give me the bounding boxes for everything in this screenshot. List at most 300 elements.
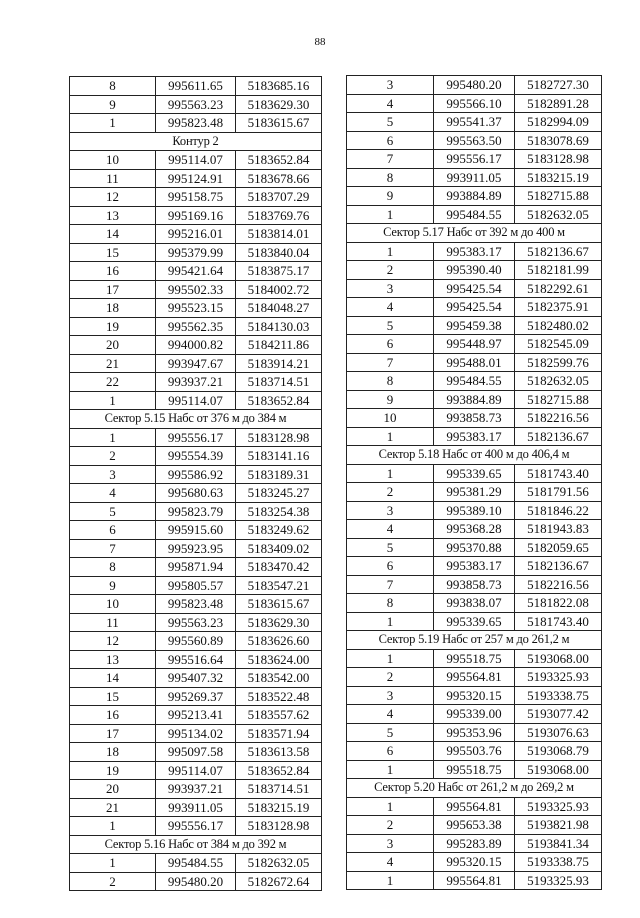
coordinate-x: 995390.40	[434, 261, 515, 280]
table-row	[347, 816, 602, 835]
table-row	[70, 669, 322, 688]
coordinate-x: 995425.54	[434, 279, 515, 298]
coordinate-y: 5183714.51	[236, 780, 322, 799]
coordinate-y: 5182136.67	[515, 557, 602, 576]
table-row	[347, 372, 602, 391]
table-row	[347, 483, 602, 502]
coordinate-x: 995480.20	[434, 76, 515, 95]
coordinate-x: 995823.48	[156, 595, 236, 614]
coordinate-y: 5193325.93	[515, 871, 602, 890]
coordinate-y: 5183522.48	[236, 687, 322, 706]
table-row	[347, 316, 602, 335]
coordinate-x: 995556.17	[434, 150, 515, 169]
coordinate-x: 995518.75	[434, 760, 515, 779]
coordinate-y: 5183245.27	[236, 484, 322, 503]
point-number: 1	[347, 797, 434, 816]
point-number: 6	[347, 335, 434, 354]
coordinate-x: 995563.50	[434, 131, 515, 150]
point-number: 4	[70, 484, 156, 503]
section-header-row	[347, 446, 602, 465]
table-row	[347, 298, 602, 317]
point-number: 1	[347, 427, 434, 446]
coordinate-y: 5183254.38	[236, 502, 322, 521]
table-row	[347, 797, 602, 816]
point-number: 1	[347, 612, 434, 631]
point-number: 2	[70, 872, 156, 891]
coordinate-x: 995389.10	[434, 501, 515, 520]
coordinate-x: 995566.10	[434, 94, 515, 113]
coordinate-x: 993937.21	[156, 373, 236, 392]
table-row	[347, 760, 602, 779]
coordinate-x: 993884.89	[434, 390, 515, 409]
coordinate-y: 5193068.00	[515, 649, 602, 668]
coordinate-x: 995502.33	[156, 280, 236, 299]
point-number: 2	[70, 447, 156, 466]
point-number: 1	[347, 205, 434, 224]
coordinate-x: 995381.29	[434, 483, 515, 502]
coordinate-y: 5183629.30	[236, 613, 322, 632]
coordinate-y: 5183128.98	[236, 428, 322, 447]
coordinate-x: 995425.54	[434, 298, 515, 317]
point-number: 1	[70, 114, 156, 133]
coordinate-y: 5193076.63	[515, 723, 602, 742]
section-header: Контур 2	[70, 132, 322, 151]
table-row	[347, 464, 602, 483]
coordinate-x: 995503.76	[434, 742, 515, 761]
coordinate-x: 995805.57	[156, 576, 236, 595]
coordinate-y: 5193068.79	[515, 742, 602, 761]
table-row	[347, 131, 602, 150]
coordinate-y: 5182545.09	[515, 335, 602, 354]
point-number: 9	[347, 390, 434, 409]
coordinate-x: 995823.79	[156, 502, 236, 521]
coordinate-x: 993858.73	[434, 575, 515, 594]
coordinate-y: 5183613.58	[236, 743, 322, 762]
section-header-row	[70, 132, 322, 151]
table-row	[70, 447, 322, 466]
coordinate-x: 995611.65	[156, 77, 236, 96]
table-row	[70, 188, 322, 207]
point-number: 1	[70, 854, 156, 873]
coordinate-y: 5183571.94	[236, 724, 322, 743]
point-number: 13	[70, 650, 156, 669]
coordinate-x: 995560.89	[156, 632, 236, 651]
point-number: 2	[347, 261, 434, 280]
table-row	[347, 834, 602, 853]
coordinate-x: 993911.05	[434, 168, 515, 187]
coordinate-x: 995407.32	[156, 669, 236, 688]
coordinate-y: 5183141.16	[236, 447, 322, 466]
table-row	[70, 632, 322, 651]
table-row	[347, 205, 602, 224]
coordinate-x: 995562.35	[156, 317, 236, 336]
point-number: 8	[347, 594, 434, 613]
coordinate-y: 5182181.99	[515, 261, 602, 280]
point-number: 1	[347, 649, 434, 668]
table-row	[347, 723, 602, 742]
table-row	[347, 705, 602, 724]
table-row	[70, 465, 322, 484]
coordinate-x: 995541.37	[434, 113, 515, 132]
point-number: 2	[347, 668, 434, 687]
point-number: 6	[347, 557, 434, 576]
table-row	[347, 538, 602, 557]
coordinate-y: 5183215.19	[515, 168, 602, 187]
coordinate-x: 995283.89	[434, 834, 515, 853]
coordinate-x: 995383.17	[434, 557, 515, 576]
point-number: 10	[347, 409, 434, 428]
table-row	[70, 558, 322, 577]
table-row	[347, 686, 602, 705]
point-number: 3	[347, 279, 434, 298]
coordinate-y: 5193325.93	[515, 797, 602, 816]
point-number: 20	[70, 780, 156, 799]
table-row	[70, 354, 322, 373]
coordinate-x: 995448.97	[434, 335, 515, 354]
coordinate-y: 5181943.83	[515, 520, 602, 539]
table-row	[70, 761, 322, 780]
coordinate-y: 5182059.65	[515, 538, 602, 557]
coordinate-y: 5183652.84	[236, 391, 322, 410]
table-row	[70, 817, 322, 836]
table-row	[347, 853, 602, 872]
point-number: 1	[70, 817, 156, 836]
point-number: 14	[70, 225, 156, 244]
point-number: 21	[70, 798, 156, 817]
coordinate-x: 995586.92	[156, 465, 236, 484]
coordinate-y: 5184048.27	[236, 299, 322, 318]
table-row	[347, 261, 602, 280]
coordinate-y: 5183128.98	[236, 817, 322, 836]
coordinate-y: 5183470.42	[236, 558, 322, 577]
coordinate-x: 995368.28	[434, 520, 515, 539]
coordinate-x: 993884.89	[434, 187, 515, 206]
point-number: 10	[70, 595, 156, 614]
table-row	[347, 871, 602, 890]
section-header: Сектор 5.17 Набс от 392 м до 400 м	[347, 224, 602, 243]
point-number: 6	[347, 742, 434, 761]
coordinate-x: 995134.02	[156, 724, 236, 743]
coordinate-x: 995556.17	[156, 817, 236, 836]
section-header: Сектор 5.19 Набс от 257 м до 261,2 м	[347, 631, 602, 650]
table-row	[70, 780, 322, 799]
coordinate-y: 5182994.09	[515, 113, 602, 132]
table-row	[347, 409, 602, 428]
coordinate-y: 5183914.21	[236, 354, 322, 373]
coordinate-y: 5184130.03	[236, 317, 322, 336]
table-row	[70, 317, 322, 336]
point-number: 5	[347, 538, 434, 557]
coordinate-y: 5182136.67	[515, 427, 602, 446]
table-row	[70, 151, 322, 170]
point-number: 5	[347, 723, 434, 742]
coordinate-x: 995823.48	[156, 114, 236, 133]
table-row	[70, 706, 322, 725]
table-row	[70, 95, 322, 114]
coordinate-y: 5183652.84	[236, 151, 322, 170]
coordinate-y: 5182599.76	[515, 353, 602, 372]
point-number: 18	[70, 743, 156, 762]
coordinate-x: 995480.20	[156, 872, 236, 891]
point-number: 1	[347, 242, 434, 261]
table-row	[347, 612, 602, 631]
coordinate-y: 5183714.51	[236, 373, 322, 392]
table-row	[347, 353, 602, 372]
point-number: 4	[347, 853, 434, 872]
point-number: 12	[70, 632, 156, 651]
coordinate-x: 995915.60	[156, 521, 236, 540]
coordinate-y: 5182216.56	[515, 575, 602, 594]
point-number: 9	[70, 576, 156, 595]
point-number: 7	[347, 353, 434, 372]
table-row	[347, 649, 602, 668]
point-number: 14	[70, 669, 156, 688]
table-row	[70, 280, 322, 299]
point-number: 5	[347, 316, 434, 335]
point-number: 19	[70, 317, 156, 336]
table-row	[70, 724, 322, 743]
section-header: Сектор 5.18 Набс от 400 м до 406,4 м	[347, 446, 602, 465]
point-number: 8	[70, 558, 156, 577]
coordinate-x: 994000.82	[156, 336, 236, 355]
coordinate-y: 5181743.40	[515, 612, 602, 631]
coordinate-y: 5183542.00	[236, 669, 322, 688]
point-number: 1	[347, 464, 434, 483]
table-row	[70, 872, 322, 891]
table-row	[347, 279, 602, 298]
coordinate-y: 5183624.00	[236, 650, 322, 669]
coordinate-y: 5182375.91	[515, 298, 602, 317]
coordinates-table-left	[69, 76, 322, 891]
coordinate-x: 995518.75	[434, 649, 515, 668]
point-number: 7	[347, 575, 434, 594]
point-number: 3	[70, 465, 156, 484]
coordinate-y: 5183215.19	[236, 798, 322, 817]
coordinate-x: 995523.15	[156, 299, 236, 318]
coordinate-y: 5184002.72	[236, 280, 322, 299]
point-number: 4	[347, 94, 434, 113]
point-number: 8	[70, 77, 156, 96]
table-row	[347, 742, 602, 761]
table-row	[347, 150, 602, 169]
coordinate-y: 5183249.62	[236, 521, 322, 540]
point-number: 8	[347, 372, 434, 391]
point-number: 17	[70, 280, 156, 299]
table-row	[70, 539, 322, 558]
point-number: 8	[347, 168, 434, 187]
coordinate-y: 5183128.98	[515, 150, 602, 169]
coordinate-x: 995216.01	[156, 225, 236, 244]
coordinate-y: 5183769.76	[236, 206, 322, 225]
point-number: 11	[70, 169, 156, 188]
coordinate-x: 995923.95	[156, 539, 236, 558]
table-row	[347, 501, 602, 520]
coordinate-y: 5182292.61	[515, 279, 602, 298]
coordinate-x: 995097.58	[156, 743, 236, 762]
point-number: 18	[70, 299, 156, 318]
table-row	[70, 854, 322, 873]
section-header: Сектор 5.15 Набс от 376 м до 384 м	[70, 410, 322, 429]
coordinate-y: 5183078.69	[515, 131, 602, 150]
coordinate-x: 995320.15	[434, 853, 515, 872]
point-number: 16	[70, 706, 156, 725]
point-number: 2	[347, 816, 434, 835]
coordinate-x: 995339.65	[434, 464, 515, 483]
point-number: 9	[347, 187, 434, 206]
coordinate-x: 993911.05	[156, 798, 236, 817]
point-number: 3	[347, 501, 434, 520]
coordinate-x: 995564.81	[434, 797, 515, 816]
table-row	[347, 113, 602, 132]
section-header-row	[70, 410, 322, 429]
coordinate-x: 995459.38	[434, 316, 515, 335]
coordinate-y: 5193821.98	[515, 816, 602, 835]
point-number: 4	[347, 298, 434, 317]
coordinate-x: 995158.75	[156, 188, 236, 207]
table-row	[70, 502, 322, 521]
point-number: 1	[70, 428, 156, 447]
point-number: 6	[70, 521, 156, 540]
coordinate-x: 995353.96	[434, 723, 515, 742]
section-header-row	[70, 835, 322, 854]
coordinate-y: 5193338.75	[515, 853, 602, 872]
point-number: 3	[347, 834, 434, 853]
coordinate-y: 5182715.88	[515, 390, 602, 409]
coordinate-y: 5193841.34	[515, 834, 602, 853]
coordinate-x: 993937.21	[156, 780, 236, 799]
coordinate-x: 995114.07	[156, 151, 236, 170]
point-number: 21	[70, 354, 156, 373]
table-row	[347, 187, 602, 206]
coordinate-x: 995379.99	[156, 243, 236, 262]
coordinate-y: 5182632.05	[515, 205, 602, 224]
point-number: 9	[70, 95, 156, 114]
point-number: 3	[347, 686, 434, 705]
table-row	[70, 114, 322, 133]
coordinate-x: 995564.81	[434, 871, 515, 890]
point-number: 11	[70, 613, 156, 632]
table-row	[70, 521, 322, 540]
table-row	[70, 743, 322, 762]
coordinate-y: 5181791.56	[515, 483, 602, 502]
table-row	[70, 243, 322, 262]
table-row	[347, 594, 602, 613]
table-row	[347, 242, 602, 261]
table-row	[70, 336, 322, 355]
coordinate-x: 993947.67	[156, 354, 236, 373]
coordinate-y: 5184211.86	[236, 336, 322, 355]
coordinate-y: 5182216.56	[515, 409, 602, 428]
section-header-row	[347, 224, 602, 243]
coordinate-x: 995383.17	[434, 427, 515, 446]
coordinate-y: 5181846.22	[515, 501, 602, 520]
point-number: 13	[70, 206, 156, 225]
coordinate-y: 5182136.67	[515, 242, 602, 261]
table-row	[70, 687, 322, 706]
table-row	[70, 798, 322, 817]
point-number: 5	[347, 113, 434, 132]
table-row	[347, 168, 602, 187]
coordinate-x: 995653.38	[434, 816, 515, 835]
coordinate-y: 5193077.42	[515, 705, 602, 724]
coordinate-x: 995339.65	[434, 612, 515, 631]
coordinate-y: 5183652.84	[236, 761, 322, 780]
coordinate-y: 5182672.64	[236, 872, 322, 891]
table-row	[70, 613, 322, 632]
coordinate-x: 995563.23	[156, 95, 236, 114]
coordinate-x: 995484.55	[156, 854, 236, 873]
coordinate-x: 995421.64	[156, 262, 236, 281]
coordinate-y: 5182715.88	[515, 187, 602, 206]
coordinate-x: 995484.55	[434, 372, 515, 391]
table-row	[70, 595, 322, 614]
coordinate-y: 5182632.05	[515, 372, 602, 391]
point-number: 17	[70, 724, 156, 743]
coordinate-y: 5181822.08	[515, 594, 602, 613]
table-row	[347, 520, 602, 539]
table-row	[70, 299, 322, 318]
table-row	[70, 428, 322, 447]
point-number: 1	[347, 871, 434, 890]
coordinate-y: 5183557.62	[236, 706, 322, 725]
coordinate-y: 5183707.29	[236, 188, 322, 207]
table-row	[70, 484, 322, 503]
point-number: 4	[347, 520, 434, 539]
section-header-row	[347, 631, 602, 650]
coordinate-x: 995169.16	[156, 206, 236, 225]
coordinate-x: 995370.88	[434, 538, 515, 557]
coordinate-y: 5183547.21	[236, 576, 322, 595]
coordinate-y: 5183814.01	[236, 225, 322, 244]
coordinate-x: 995554.39	[156, 447, 236, 466]
point-number: 16	[70, 262, 156, 281]
table-row	[70, 262, 322, 281]
coordinate-x: 995556.17	[156, 428, 236, 447]
section-header-row	[347, 779, 602, 798]
point-number: 22	[70, 373, 156, 392]
coordinate-y: 5193068.00	[515, 760, 602, 779]
coordinate-x: 995124.91	[156, 169, 236, 188]
coordinate-x: 993838.07	[434, 594, 515, 613]
coordinate-x: 995213.41	[156, 706, 236, 725]
coordinate-y: 5183626.60	[236, 632, 322, 651]
coordinate-x: 995516.64	[156, 650, 236, 669]
table-row	[70, 576, 322, 595]
coordinate-y: 5183615.67	[236, 595, 322, 614]
coordinate-x: 995383.17	[434, 242, 515, 261]
table-row	[70, 169, 322, 188]
point-number: 5	[70, 502, 156, 521]
point-number: 15	[70, 687, 156, 706]
coordinate-y: 5182480.02	[515, 316, 602, 335]
coordinate-y: 5193325.93	[515, 668, 602, 687]
coordinate-x: 995563.23	[156, 613, 236, 632]
coordinate-x: 995114.07	[156, 761, 236, 780]
coordinate-y: 5183615.67	[236, 114, 322, 133]
coordinates-table-right	[346, 75, 602, 890]
table-row	[347, 575, 602, 594]
point-number: 3	[347, 76, 434, 95]
coordinate-x: 995269.37	[156, 687, 236, 706]
table-row	[347, 557, 602, 576]
point-number: 1	[347, 760, 434, 779]
table-row	[70, 225, 322, 244]
coordinate-y: 5182727.30	[515, 76, 602, 95]
table-row	[70, 391, 322, 410]
coordinate-x: 995339.00	[434, 705, 515, 724]
coordinate-x: 995871.94	[156, 558, 236, 577]
coordinate-y: 5183409.02	[236, 539, 322, 558]
